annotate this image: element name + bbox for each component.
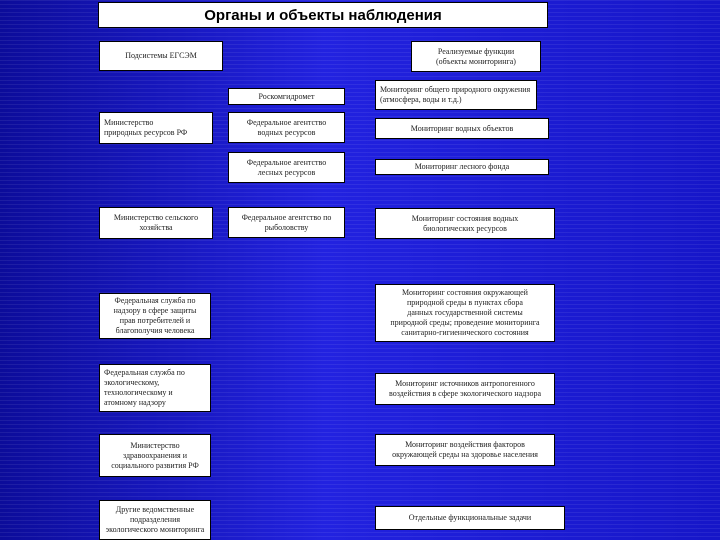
box-fed-agentstvo-vod [228,112,345,143]
box-monitoring-lesov-label: Мониторинг лесного фонда [414,162,510,171]
box-funkcii [411,41,541,72]
box-fed-sluzhba-potrebnadzor [99,293,211,339]
box-minselhoz [99,207,213,239]
box-monitoring-obshego-label: Мониторинг общего природного окружения (атмосфера, воды и т.д.) [380,85,531,104]
box-monitoring-vozdeistviya [375,434,555,466]
box-monitoring-bioresursov [375,208,555,239]
box-monitoring-istochnikov-label: Мониторинг источников антропогенного воздействия в сфере экологического надзора [388,379,542,398]
box-fed-sluzhba-tehnadzor [99,364,211,412]
box-fed-agentstvo-rybolovstvo [228,207,345,238]
box-monitoring-vodnyh [375,118,549,139]
box-podsistemy-label: Подсистемы ЕГСЭМ [125,51,197,60]
box-minzdrav [99,434,211,477]
box-monitoring-vodnyh-label: Мониторинг водных объектов [410,123,514,133]
box-fed-agentstvo-les [228,152,345,183]
box-drugie-label: Другие ведомственные подразделения экологического мониторинга [105,505,205,534]
box-minzdrav-label: Министерство здравоохранения и социального развития РФ [111,440,199,470]
box-monitoring-lesov [375,159,549,175]
box-minprirody-label: Министерство природных ресурсов РФ [104,118,188,137]
box-roskomgidromet-label: Роскомгидромет [258,91,315,101]
box-fed-sluzhba-potrebnadzor-label: Федеральная служба по надзору в сфере защиты прав потребителей и благополучия человека [113,296,197,335]
box-minprirody [99,112,213,144]
box-otdelnye-label: Отдельные функциональные задачи [408,513,532,522]
box-monitoring-okruzh-label: Мониторинг состояния окружающей природной среды в пунктах сбора данных государственной системы природной среды; проведение мониторинга санитарно-гигиенического состояния [390,288,540,337]
box-drugie [99,500,211,540]
box-fed-agentstvo-rybolovstvo-label: Федеральное агентство по рыболовству [241,212,332,232]
box-monitoring-obshego [375,80,537,110]
box-fed-agentstvo-vod-label: Федеральное агентство водных ресурсов [246,117,327,137]
box-fed-agentstvo-les-label: Федеральное агентство лесных ресурсов [246,157,327,177]
box-otdelnye [375,506,565,530]
box-monitoring-istochnikov [375,373,555,405]
box-funkcii-label: Реализуемые функции (объекты мониторинга) [436,46,516,66]
page-title: Органы и объекты наблюдения [98,2,548,28]
box-monitoring-vozdeistviya-label: Мониторинг воздействия факторов окружающей среды на здоровье населения [392,440,538,459]
box-monitoring-bioresursov-label: Мониторинг состояния водных биологических ресурсов [411,213,519,233]
box-minselhoz-label: Министерство сельского хозяйства [113,213,199,232]
box-roskomgidromet [228,88,345,105]
box-fed-sluzhba-tehnadzor-label: Федеральная служба по экологическому, технологическому и атомному надзору [104,368,185,407]
box-monitoring-okruzh [375,284,555,342]
box-podsistemy [99,41,223,71]
